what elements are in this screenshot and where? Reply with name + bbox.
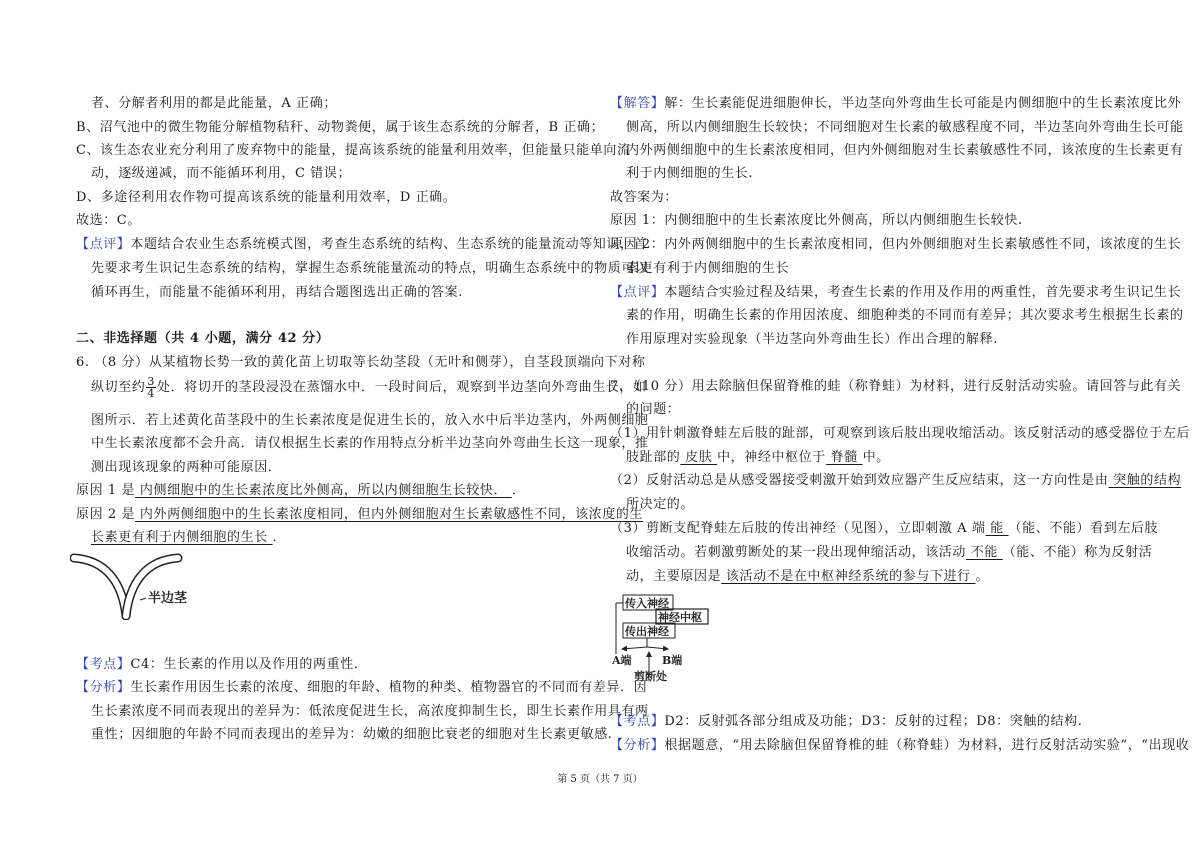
center-label: 神经中枢	[658, 611, 702, 624]
answer-blank: 该活动不是在中枢神经系统的参与下进行	[721, 569, 976, 584]
fraction-numerator: 3	[147, 375, 156, 388]
jieda-tag: 【解答】	[610, 96, 665, 111]
review-tag: 【点评】	[76, 237, 131, 252]
review-text: 本题结合实验过程及结果，考查生长素的作用及作用的两重性，首先要求考生识记生长	[664, 285, 1182, 300]
reflex-arc-diagram	[610, 592, 720, 682]
kaodian-text: D2：反射弧各部分组成及功能；D3：反射的过程；D8：突触的结构.	[664, 714, 1083, 729]
question-7-line: （1）用针刺激脊蛙左后肢的趾部，可观察到该后肢出现收缩活动。该反射活动的感受器位于左后	[610, 426, 1191, 441]
text-line: 故选：C。	[76, 213, 141, 228]
fenxi-text: 根据题意，“用去除脑但保留脊椎的蛙（称脊蛙）为材料，进行反射活动实验”，“出现收	[664, 738, 1190, 753]
kaodian-line	[610, 713, 1082, 730]
fraction	[146, 376, 156, 399]
text-segment: 处．将切开的茎段浸没在蒸馏水中．一段时间后，观察到半边茎向外弯曲生长，如	[157, 380, 647, 395]
text-line: D、多途径利用农作物可提高该系统的能量利用效率，D 正确。	[76, 190, 457, 205]
fenxi-line	[76, 679, 647, 696]
text-segment: （能、不能）看到左后肢	[1008, 521, 1159, 536]
text-line: B、沼气池中的微生物能分解植物秸秆、动物粪便，属于该生态系统的分解者，B 正确；	[76, 120, 605, 135]
text-line: 者、分解者利用的都是此能量，A 正确；	[91, 96, 337, 111]
fraction-denominator: 4	[147, 387, 156, 400]
jieda-line	[610, 95, 1181, 112]
text-segment: （能、不能）称为反射活	[1002, 545, 1153, 560]
reason-1-line	[76, 482, 525, 499]
fenxi-tag: 【分析】	[610, 738, 665, 753]
kaodian-tag: 【考点】	[610, 714, 665, 729]
text-segment: ．	[511, 483, 526, 498]
cut-label: 剪断处	[634, 670, 667, 682]
text-segment: 中。	[862, 450, 890, 465]
kaodian-tag: 【考点】	[76, 657, 131, 672]
jieda-text: 解：生长素能促进细胞伸长，半边茎向外弯曲生长可能是内侧细胞中的生长素浓度比外	[664, 96, 1182, 111]
text-line: 内外两侧细胞中的生长素浓度相同，但内外侧细胞对生长素敏感性不同，该浓度的生长素更有	[626, 143, 1184, 158]
section-heading: 二、非选择题（共 4 小题，满分 42 分）	[76, 331, 330, 346]
answer-blank: 突触的结构	[1108, 473, 1182, 488]
question-6-line: 测出现该现象的两种可能原因．	[91, 460, 282, 475]
text-line: 生长素浓度不同而表现出的差异为：低浓度促进生长，高浓度抑制生长，即生长素作用具有两	[91, 704, 649, 719]
kaodian-line	[76, 656, 367, 673]
fenxi-tag: 【分析】	[76, 680, 131, 695]
text-segment: 中，神经中枢位于	[717, 450, 826, 465]
question-6-line	[91, 376, 647, 399]
reason-2-line	[91, 529, 286, 546]
question-7-line	[610, 472, 1181, 489]
question-7-line: 的问题：	[626, 402, 681, 417]
fenxi-line	[610, 737, 1189, 754]
text-segment: 原因 2 是	[76, 507, 136, 522]
text-line: C、该生态农业充分利用了废弃物中的能量，提高该系统的能量利用效率，但能量只能单向流	[76, 143, 631, 158]
text-segment: 动，主要原因是	[626, 569, 722, 584]
text-segment: ．	[272, 530, 287, 545]
b-end-label: B端	[662, 654, 683, 667]
a-end-label: A端	[612, 654, 632, 667]
question-6-line: 中生长素浓度都不会升高．请仅根据生长素的作用特点分析半边茎向外弯曲生长这一现象，推	[91, 436, 649, 451]
text-line: 原因 2：内外两侧细胞中的生长素浓度相同，但内外侧细胞对生长素敏感性不同，该浓度的生长	[610, 237, 1182, 252]
question-7-line	[610, 520, 1158, 537]
answer-blank: 能	[985, 521, 1009, 536]
text-segment: 收缩活动。若刺激剪断处的某一段出现伸缩活动，该活动	[626, 545, 967, 560]
review-line	[76, 236, 647, 253]
question-7-line	[626, 544, 1152, 561]
text-segment: 原因 1 是	[76, 483, 136, 498]
kaodian-text: C4：生长素的作用以及作用的两重性．	[130, 657, 368, 672]
answer-blank: 长素更有利于内侧细胞的生长	[91, 530, 273, 545]
text-line: 侧高，所以内侧细胞生长较快；不同细胞对生长素的敏感程度不同，半边茎向外弯曲生长可能	[626, 120, 1184, 135]
figure-label: 半边茎	[148, 591, 188, 606]
text-line: 先要求考生识记生态系统的结构，掌握生态系统能量流动的特点，明确生态系统中的物质可以	[91, 261, 649, 276]
answer-blank: 脊髓	[825, 450, 863, 465]
text-line: 利于内侧细胞的生长.	[626, 166, 754, 181]
answer-blank: 内侧细胞中的生长素浓度比外侧高，所以内侧细胞生长较快．	[135, 483, 512, 498]
text-line: 重性；因细胞的年龄不同而表现出的差异为：幼嫩的细胞比衰老的细胞对生长素更敏感.	[91, 727, 613, 742]
reason-2-line	[76, 506, 643, 523]
text-line: 动，逐级递减，而不能循环利用，C 错误；	[91, 166, 352, 181]
efferent-label: 传出神经	[625, 625, 669, 638]
question-7-line	[626, 449, 890, 466]
fenxi-text: 生长素作用因生长素的浓度、细胞的年龄、植物的种类、植物器官的不同而有差异．因	[130, 680, 648, 695]
review-line	[610, 284, 1181, 301]
text-line: 循环再生，而能量不能循环利用，再结合题图选出正确的答案.	[91, 285, 463, 300]
answer-blank: 不能	[966, 545, 1003, 560]
text-segment: （2）反射活动总是从感受器接受刺激开始到效应器产生反应结束，这一方向性是由	[610, 473, 1109, 488]
text-segment: 。	[975, 569, 990, 584]
answer-blank: 内外两侧细胞中的生长素浓度相同，但内外侧细胞对生长素敏感性不同，该浓度的生	[135, 507, 644, 522]
answer-label: 故答案为：	[610, 190, 679, 205]
answer-blank: 皮肤	[680, 450, 718, 465]
afferent-label: 传入神经	[625, 597, 669, 610]
text-segment: （3）剪断支配脊蛙左后肢的传出神经（见图），立即刺激 A 端	[610, 521, 986, 536]
text-line: 素的作用，明确生长素的作用因浓度、细胞种类的不同而有差异；其次要求考生根据生长素的	[626, 308, 1184, 323]
text-line: 原因 1：内侧细胞中的生长素浓度比外侧高，所以内侧细胞生长较快.	[610, 213, 1023, 228]
question-6-line: 图所示．若上述黄化苗茎段中的生长素浓度是促进生长的，放入水中后半边茎内，外两侧细胞	[91, 413, 649, 428]
question-7-line: 所决定的。	[626, 497, 695, 512]
question-6-line: 6. （8 分）从某植物长势一致的黄化苗上切取等长幼茎段（无叶和侧芽），自茎段顶端向下对称	[76, 355, 646, 370]
review-text: 本题结合农业生态系统模式图，考查生态系统的结构、生态系统的能量流动等知识，首	[130, 237, 648, 252]
text-segment: 肢趾部的	[626, 450, 681, 465]
half-stem-figure	[70, 550, 220, 620]
page-footer: 第 5 页（共 7 页）	[557, 774, 643, 785]
text-line: 素更有利于内侧细胞的生长	[626, 261, 790, 276]
text-segment: 纵切至约	[91, 380, 146, 395]
question-7-line: 7. （10 分）用去除脑但保留脊椎的蛙（称脊蛙）为材料，进行反射活动实验。请回答与此有关	[610, 379, 1182, 394]
question-7-line	[626, 568, 989, 585]
text-line: 作用原理对实验现象（半边茎向外弯曲生长）作出合理的解释.	[626, 332, 998, 347]
review-tag: 【点评】	[610, 285, 665, 300]
